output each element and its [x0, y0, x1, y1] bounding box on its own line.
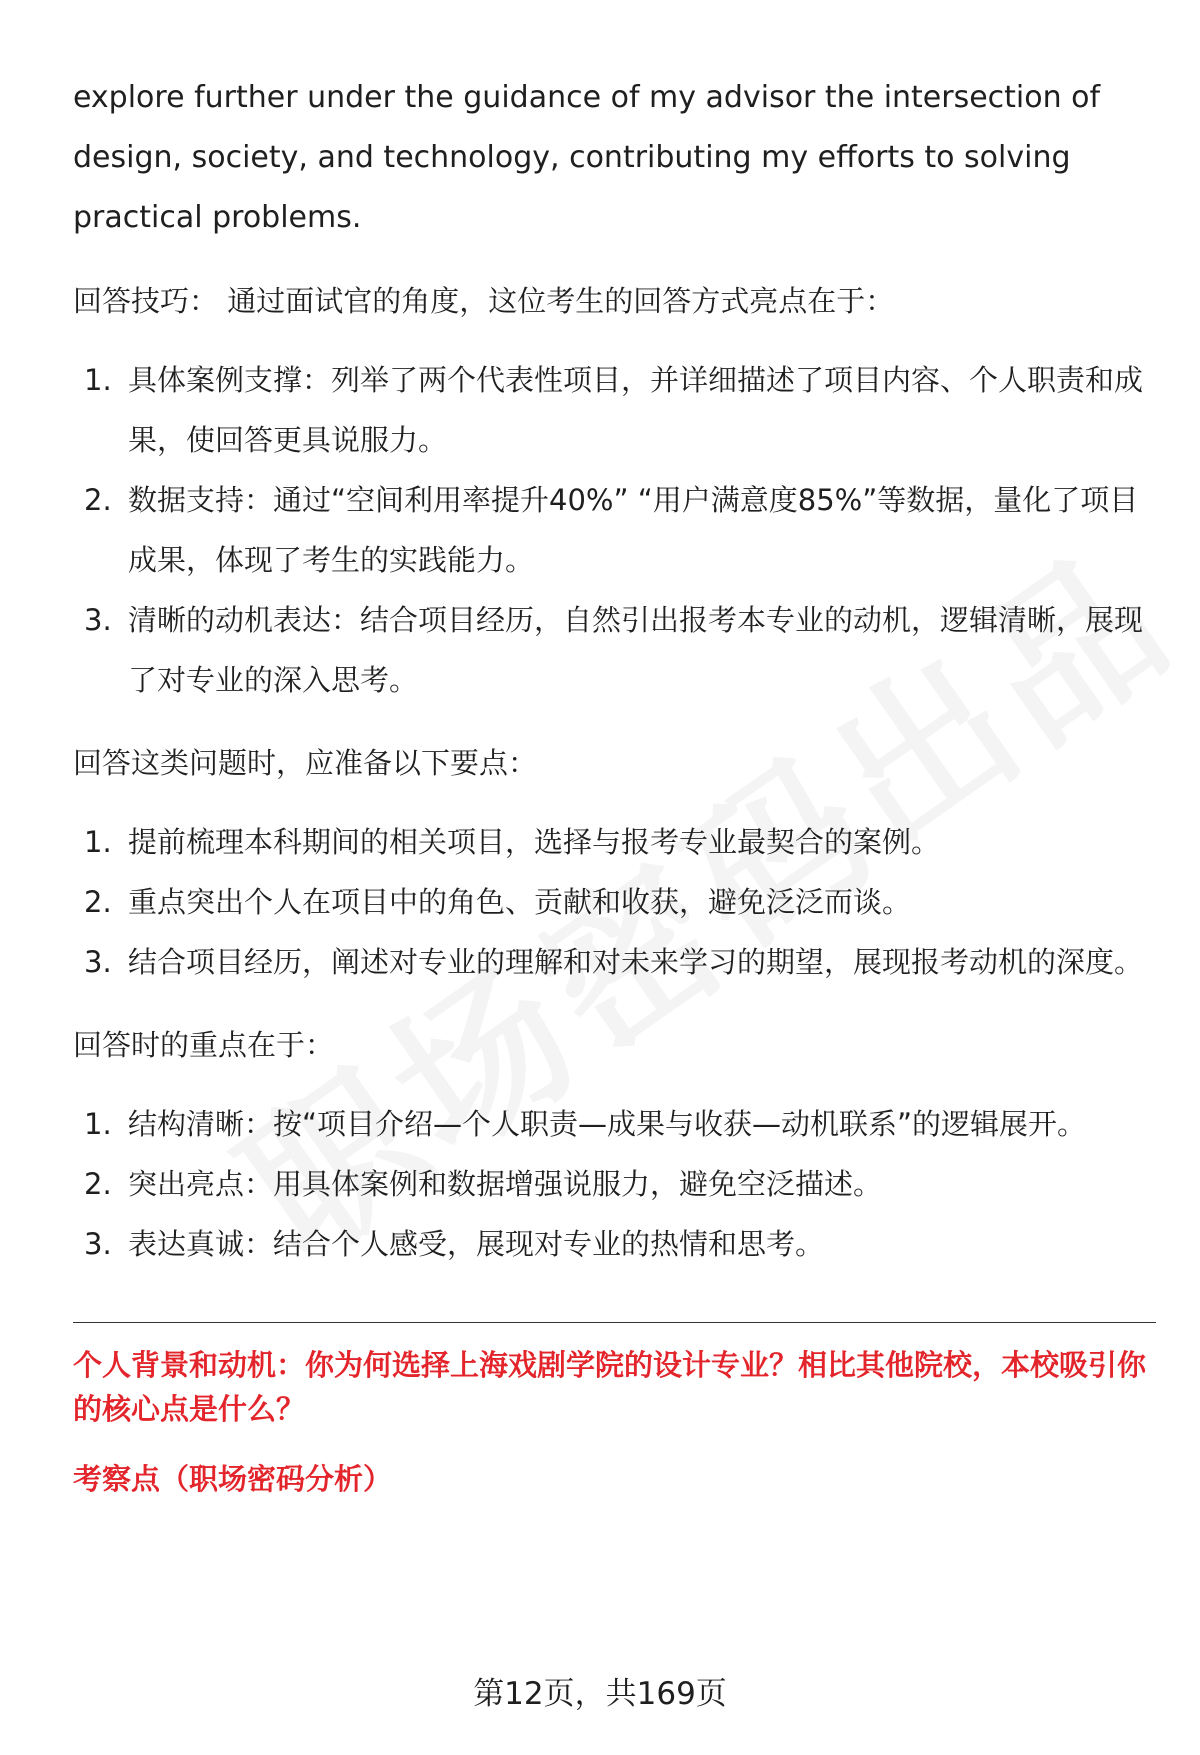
list-item [73, 1094, 1158, 1154]
list-item-text: 表达真诚：结合个人感受，展现对专业的热情和思考。 [128, 1227, 825, 1261]
list-item-text: 具体案例支撑：列举了两个代表性项目，并详细描述了项目内容、个人职责和成果，使回答更具说服力。 [128, 363, 1144, 457]
preparation-list [73, 812, 1158, 992]
page-content [73, 68, 1158, 1501]
list-item [73, 1214, 1158, 1274]
list-number: 1. [84, 825, 112, 859]
list-item [73, 350, 1158, 470]
key-points-heading: 回答时的重点在于： [73, 1028, 335, 1062]
list-item-text: 清晰的动机表达：结合项目经历，自然引出报考本专业的动机，逻辑清晰，展现了对专业的深入思考。 [128, 603, 1144, 697]
list-item-text: 突出亮点：用具体案例和数据增强说服力，避免空泛描述。 [128, 1167, 883, 1201]
section-divider [73, 1322, 1156, 1323]
answer-tips-heading: 回答技巧： 通过面试官的角度，这位考生的回答方式亮点在于： [73, 284, 895, 318]
list-number: 3. [84, 603, 112, 637]
list-item-text: 数据支持：通过“空间利用率提升40%” “用户满意度85%”等数据，量化了项目成果，体现了考生的实践能力。 [128, 483, 1139, 577]
intro-paragraph: explore further under the guidance of my advisor the intersection of design, society, and technology, contributing my efforts to solving practical problems. [73, 80, 1101, 235]
list-item [73, 812, 1158, 872]
list-item-text: 提前梳理本科期间的相关项目，选择与报考专业最契合的案例。 [128, 825, 941, 859]
list-number: 3. [84, 945, 112, 979]
list-number: 2. [84, 885, 112, 919]
preparation-heading: 回答这类问题时，应准备以下要点： [73, 746, 538, 780]
list-item [73, 590, 1158, 710]
page-footer: 第12页，共169页 [473, 1676, 727, 1712]
list-item-text: 结合项目经历，阐述对专业的理解和对未来学习的期望，展现报考动机的深度。 [128, 945, 1144, 979]
list-number: 1. [84, 363, 112, 397]
question-heading: 个人背景和动机：你为何选择上海戏剧学院的设计专业？相比其他院校，本校吸引你的核心点是什么？ [73, 1348, 1147, 1426]
list-item [73, 470, 1158, 590]
answer-tips-list [73, 350, 1158, 710]
key-points-list [73, 1094, 1158, 1274]
list-number: 2. [84, 1167, 112, 1201]
question-subheading: 考察点（职场密码分析） [73, 1462, 393, 1496]
list-number: 3. [84, 1227, 112, 1261]
list-item [73, 932, 1158, 992]
list-item [73, 872, 1158, 932]
list-number: 2. [84, 483, 112, 517]
list-item [73, 1154, 1158, 1214]
list-number: 1. [84, 1107, 112, 1141]
list-item-text: 重点突出个人在项目中的角色、贡献和收获，避免泛泛而谈。 [128, 885, 912, 919]
list-item-text: 结构清晰：按“项目介绍—个人职责—成果与收获—动机联系”的逻辑展开。 [128, 1107, 1087, 1141]
